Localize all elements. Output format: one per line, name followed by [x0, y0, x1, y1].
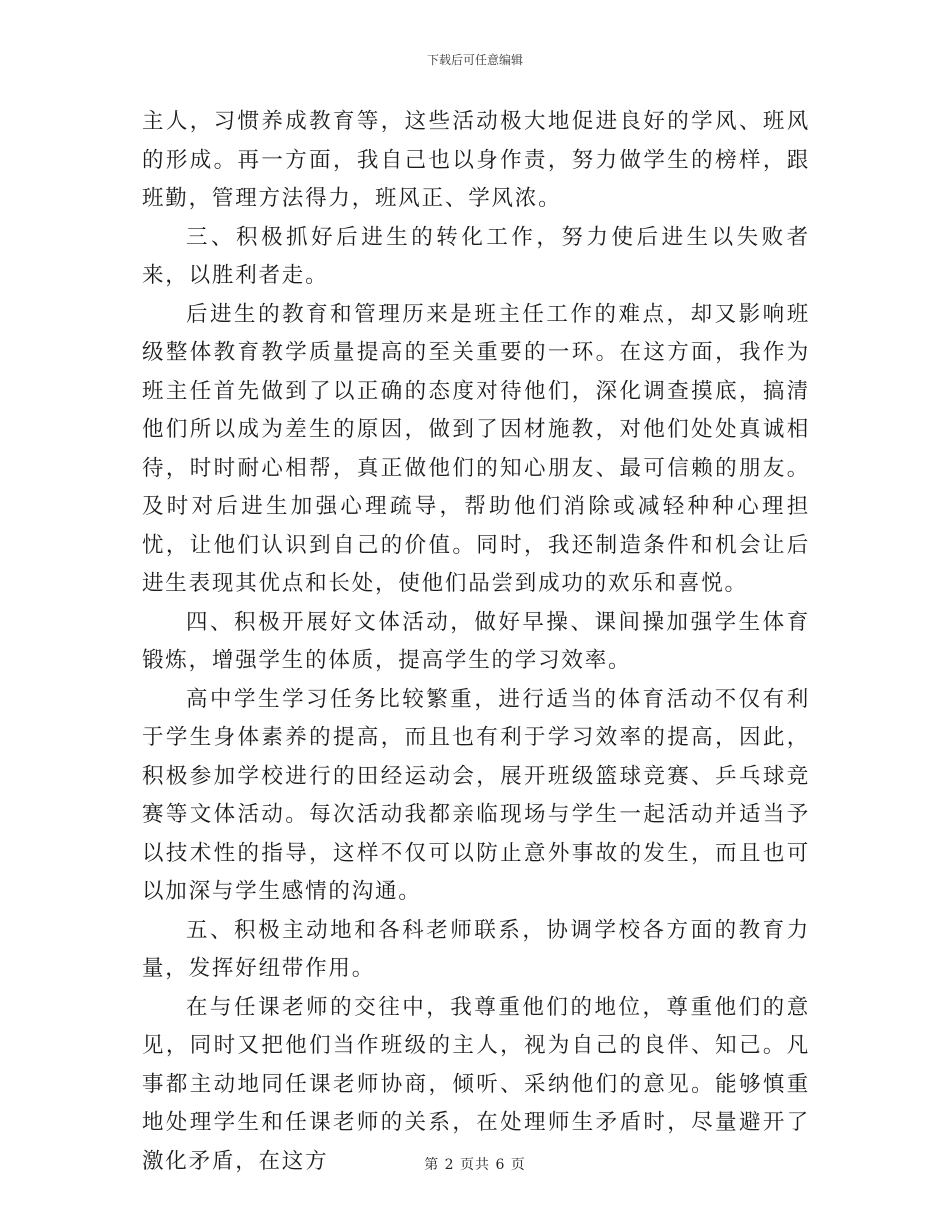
paragraph-continuation: 主人，习惯养成教育等，这些活动极大地促进良好的学风、班风的形成。再一方面，我自己也以身作责，努力做学生的榜样，跟班勤，管理方法得力，班风正、学风浓。 — [142, 109, 810, 211]
section-heading-4: 四、积极开展好文体活动，做好早操、课间操加强学生体育锻炼，增强学生的体质，提高学生的学习效率。 — [142, 609, 810, 673]
paragraph-sports: 高中学生学习任务比较繁重，进行适当的体育活动不仅有利于学生身体素养的提高，而且也有利于学习效率的提高，因此，积极参加学校进行的田经运动会，展开班级篮球竞赛、乒乓球竞赛等文体活动。每次活动我都亲临现场与学生一起活动并适当予以技术性的指导，这样不仅可以防止意外事故的发生，而且也可以加深与学生感情的沟通。 — [142, 686, 810, 904]
document-body — [142, 103, 810, 1181]
paragraph-underachievers: 后进生的教育和管理历来是班主任工作的难点，却又影响班级整体教育教学质量提高的至关重要的一环。在这方面，我作为班主任首先做到了以正确的态度对待他们，深化调查摸底，搞清他们所以成为差生的原因，做到了因材施教，对他们处处真诚相待，时时耐心相帮，真正做他们的知心朋友、最可信赖的朋友。及时对后进生加强心理疏导，帮助他们消除或减轻种种心理担忧，让他们认识到自己的价值。同时，我还制造条件和机会让后进生表现其优点和长处，使他们品尝到成功的欢乐和喜悦。 — [142, 301, 810, 596]
paragraph-teachers: 在与任课老师的交往中，我尊重他们的地位，尊重他们的意见，同时又把他们当作班级的主人，视为自己的良伴、知己。凡事都主动地同任课老师协商，倾听、采纳他们的意见。能够慎重地处理学生和任课老师的关系，在处理师生矛盾时，尽量避开了激化矛盾，在这方 — [142, 994, 810, 1174]
section-heading-5: 五、积极主动地和各科老师联系，协调学校各方面的教育力量，发挥好纽带作用。 — [142, 917, 810, 981]
page-header: 下载后可任意编辑 — [426, 53, 523, 67]
section-heading-3: 三、积极抓好后进生的转化工作，努力使后进生以失败者来，以胜利者走。 — [142, 224, 810, 288]
page-number: 第 2 页共 6 页 — [424, 1157, 526, 1173]
